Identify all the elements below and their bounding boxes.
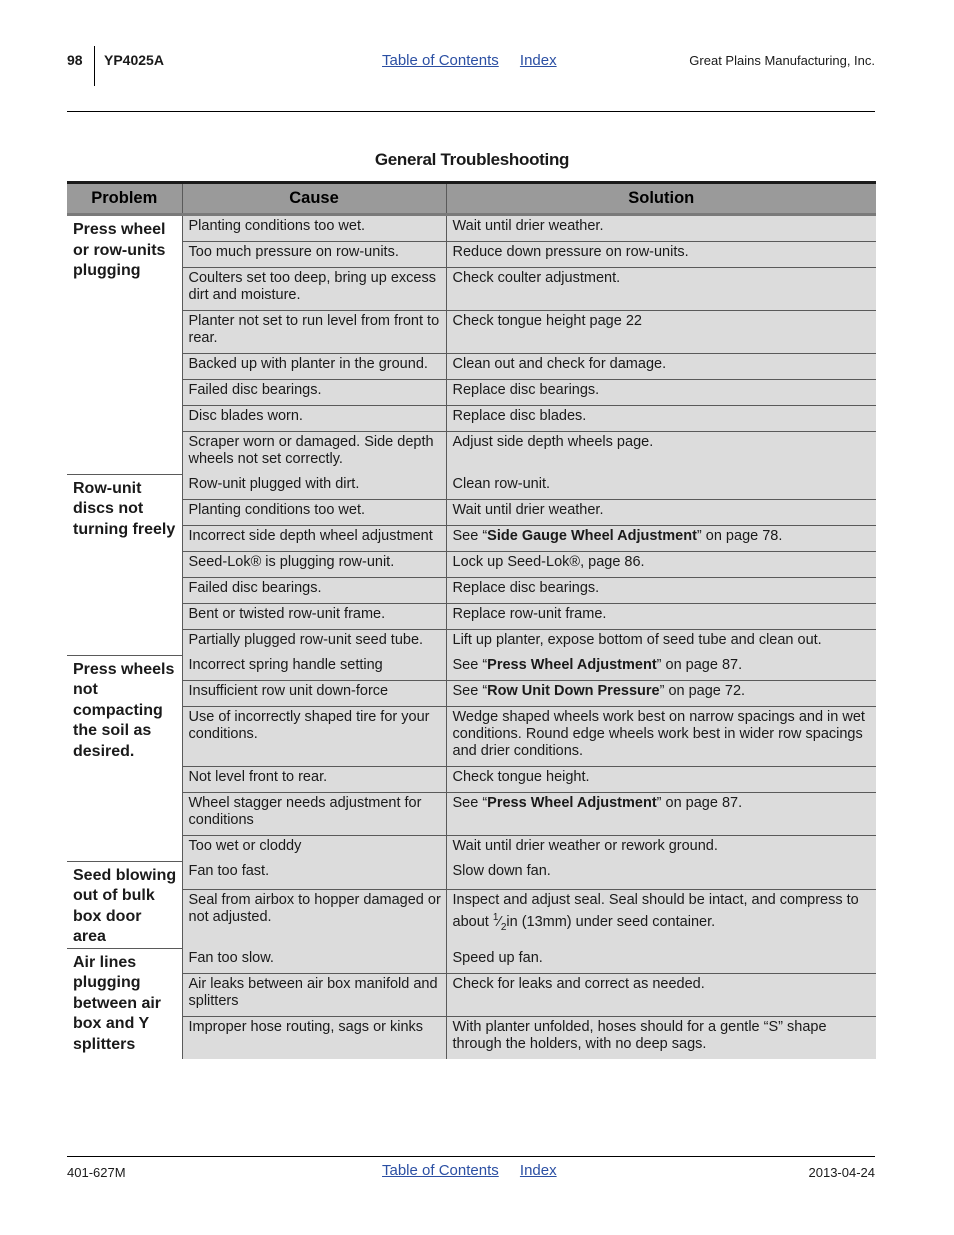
problem-cell: Seed blowing out of bulk box door area bbox=[67, 861, 182, 948]
table-row bbox=[67, 242, 876, 268]
table-row bbox=[67, 578, 876, 604]
cause-cell: Too much pressure on row-units. bbox=[182, 242, 446, 268]
solution-text: in (13mm) under seed container. bbox=[506, 913, 716, 930]
solution-cell: Wait until drier weather. bbox=[446, 500, 876, 526]
section-reference: Press Wheel Adjustment bbox=[487, 795, 657, 811]
table-of-contents-link[interactable]: Table of Contents bbox=[382, 52, 499, 69]
doc-id: YP4025A bbox=[104, 52, 164, 68]
problem-cell: Air lines plugging between air box and Y splitters bbox=[67, 948, 182, 1059]
header-solution: Solution bbox=[446, 183, 876, 215]
fraction-slash: ⁄ bbox=[498, 913, 501, 930]
solution-text: See “ bbox=[452, 795, 488, 811]
solution-cell: Clean row-unit. bbox=[446, 474, 876, 500]
cause-cell: Planter not set to run level from front to rear. bbox=[182, 311, 446, 354]
table-row bbox=[67, 380, 876, 406]
cause-cell: Partially plugged row-unit seed tube. bbox=[182, 630, 446, 656]
cause-cell: Seed-Lok® is plugging row-unit. bbox=[182, 552, 446, 578]
table-row bbox=[67, 268, 876, 311]
solution-cell: Replace disc bearings. bbox=[446, 578, 876, 604]
table-row bbox=[67, 500, 876, 526]
page-footer bbox=[0, 1162, 954, 1182]
table-row bbox=[67, 707, 876, 767]
cause-cell: Coulters set too deep, bring up excess dirt and moisture. bbox=[182, 268, 446, 311]
table-row bbox=[67, 215, 876, 242]
cause-cell: Seal from airbox to hopper damaged or not adjusted. bbox=[182, 890, 446, 948]
table-row bbox=[67, 604, 876, 630]
cause-cell: Planting conditions too wet. bbox=[182, 215, 446, 242]
header-cause: Cause bbox=[182, 183, 446, 215]
cause-cell: Improper hose routing, sags or kinks bbox=[182, 1017, 446, 1060]
cause-cell: Scraper worn or damaged. Side depth wheels not set correctly. bbox=[182, 432, 446, 475]
solution-cell: Reduce down pressure on row-units. bbox=[446, 242, 876, 268]
solution-text: Inspect and adjust seal. Seal should be intact, and compress to about bbox=[452, 892, 859, 930]
solution-cell: Adjust side depth wheels page. bbox=[446, 432, 876, 475]
table-row bbox=[67, 793, 876, 836]
cause-cell: Fan too slow. bbox=[182, 948, 446, 974]
cause-cell: Failed disc bearings. bbox=[182, 578, 446, 604]
table-row bbox=[67, 526, 876, 552]
cause-cell: Backed up with planter in the ground. bbox=[182, 354, 446, 380]
solution-cell: Clean out and check for damage. bbox=[446, 354, 876, 380]
section-reference: Row Unit Down Pressure bbox=[487, 683, 660, 699]
cause-cell: Failed disc bearings. bbox=[182, 380, 446, 406]
solution-text: ” on page 72. bbox=[659, 683, 746, 699]
header-problem: Problem bbox=[67, 183, 182, 215]
solution-cell: Lift up planter, expose bottom of seed tube and clean out. bbox=[446, 630, 876, 656]
solution-text: See “ bbox=[452, 528, 488, 544]
solution-cell: Wait until drier weather or rework ground. bbox=[446, 836, 876, 862]
header-links bbox=[382, 52, 557, 69]
table-row bbox=[67, 861, 876, 890]
cause-cell: Row-unit plugged with dirt. bbox=[182, 474, 446, 500]
table-row bbox=[67, 836, 876, 862]
solution-cell: Replace disc blades. bbox=[446, 406, 876, 432]
doc-date: 2013-04-24 bbox=[808, 1165, 875, 1180]
cause-cell: Disc blades worn. bbox=[182, 406, 446, 432]
table-row bbox=[67, 890, 876, 948]
index-link[interactable]: Index bbox=[519, 52, 557, 69]
solution-cell: Lock up Seed-Lok®, page 86. bbox=[446, 552, 876, 578]
table-row bbox=[67, 552, 876, 578]
table-header-row bbox=[67, 183, 876, 215]
cause-cell: Incorrect side depth wheel adjustment bbox=[182, 526, 446, 552]
cause-cell: Wheel stagger needs adjustment for conditions bbox=[182, 793, 446, 836]
table-body bbox=[67, 215, 876, 1060]
section-reference: Press Wheel Adjustment bbox=[487, 657, 657, 673]
solution-cell: Replace row-unit frame. bbox=[446, 604, 876, 630]
solution-text: ” on page 78. bbox=[696, 528, 783, 544]
cause-cell: Incorrect spring handle setting bbox=[182, 655, 446, 681]
cause-cell: Too wet or cloddy bbox=[182, 836, 446, 862]
table-row bbox=[67, 1017, 876, 1060]
solution-cell bbox=[446, 526, 876, 552]
doc-number: 401-627M bbox=[67, 1165, 126, 1180]
footer-rule bbox=[67, 1156, 875, 1157]
solution-cell: Check tongue height page 22 bbox=[446, 311, 876, 354]
solution-text: See “ bbox=[452, 657, 488, 673]
page-header bbox=[0, 52, 954, 72]
solution-cell: Speed up fan. bbox=[446, 948, 876, 974]
company-name: Great Plains Manufacturing, Inc. bbox=[689, 53, 875, 68]
table-row bbox=[67, 681, 876, 707]
footer-index-link[interactable]: Index bbox=[519, 1162, 557, 1179]
solution-cell bbox=[446, 793, 876, 836]
cause-cell: Bent or twisted row-unit frame. bbox=[182, 604, 446, 630]
table-row bbox=[67, 630, 876, 656]
page-number: 98 bbox=[67, 52, 83, 68]
solution-cell bbox=[446, 655, 876, 681]
page-title: General Troubleshooting bbox=[374, 150, 570, 169]
header-divider bbox=[94, 46, 95, 86]
solution-cell: Check tongue height. bbox=[446, 767, 876, 793]
solution-cell: Slow down fan. bbox=[446, 861, 876, 890]
header-rule bbox=[67, 111, 875, 112]
solution-cell: Wait until drier weather. bbox=[446, 215, 876, 242]
cause-cell: Insufficient row unit down-force bbox=[182, 681, 446, 707]
solution-text: ” on page 87. bbox=[656, 795, 743, 811]
table-row bbox=[67, 655, 876, 681]
table-row bbox=[67, 354, 876, 380]
footer-table-of-contents-link[interactable]: Table of Contents bbox=[382, 1162, 499, 1179]
table-row bbox=[67, 767, 876, 793]
solution-text: ” on page 87. bbox=[656, 657, 743, 673]
solution-cell bbox=[446, 681, 876, 707]
table-row bbox=[67, 474, 876, 500]
solution-cell: Check for leaks and correct as needed. bbox=[446, 974, 876, 1017]
cause-cell: Not level front to rear. bbox=[182, 767, 446, 793]
cause-cell: Air leaks between air box manifold and splitters bbox=[182, 974, 446, 1017]
solution-cell: Replace disc bearings. bbox=[446, 380, 876, 406]
solution-cell: Wedge shaped wheels work best on narrow spacings and in wet conditions. Round edge wheels work best in wider row spacings and drier conditions. bbox=[446, 707, 876, 767]
solution-cell bbox=[446, 890, 876, 948]
table-row bbox=[67, 311, 876, 354]
problem-cell: Press wheels not compacting the soil as desired. bbox=[67, 655, 182, 861]
table-row bbox=[67, 432, 876, 475]
table-row bbox=[67, 406, 876, 432]
table-row bbox=[67, 948, 876, 974]
solution-text: See “ bbox=[452, 683, 488, 699]
solution-cell: With planter unfolded, hoses should for a gentle “S” shape through the holders, with no deep sags. bbox=[446, 1017, 876, 1060]
table-row bbox=[67, 974, 876, 1017]
troubleshooting-table bbox=[67, 181, 876, 1059]
problem-cell: Press wheel or row-units plugging bbox=[67, 215, 182, 475]
footer-links bbox=[382, 1162, 557, 1179]
fraction-denominator: 2 bbox=[500, 921, 507, 933]
section-reference: Side Gauge Wheel Adjustment bbox=[487, 528, 697, 544]
fraction-numerator: 1 bbox=[492, 912, 499, 924]
problem-cell: Row-unit discs not turning freely bbox=[67, 474, 182, 655]
cause-cell: Planting conditions too wet. bbox=[182, 500, 446, 526]
solution-cell: Check coulter adjustment. bbox=[446, 268, 876, 311]
cause-cell: Use of incorrectly shaped tire for your conditions. bbox=[182, 707, 446, 767]
cause-cell: Fan too fast. bbox=[182, 861, 446, 890]
fraction bbox=[492, 912, 507, 933]
